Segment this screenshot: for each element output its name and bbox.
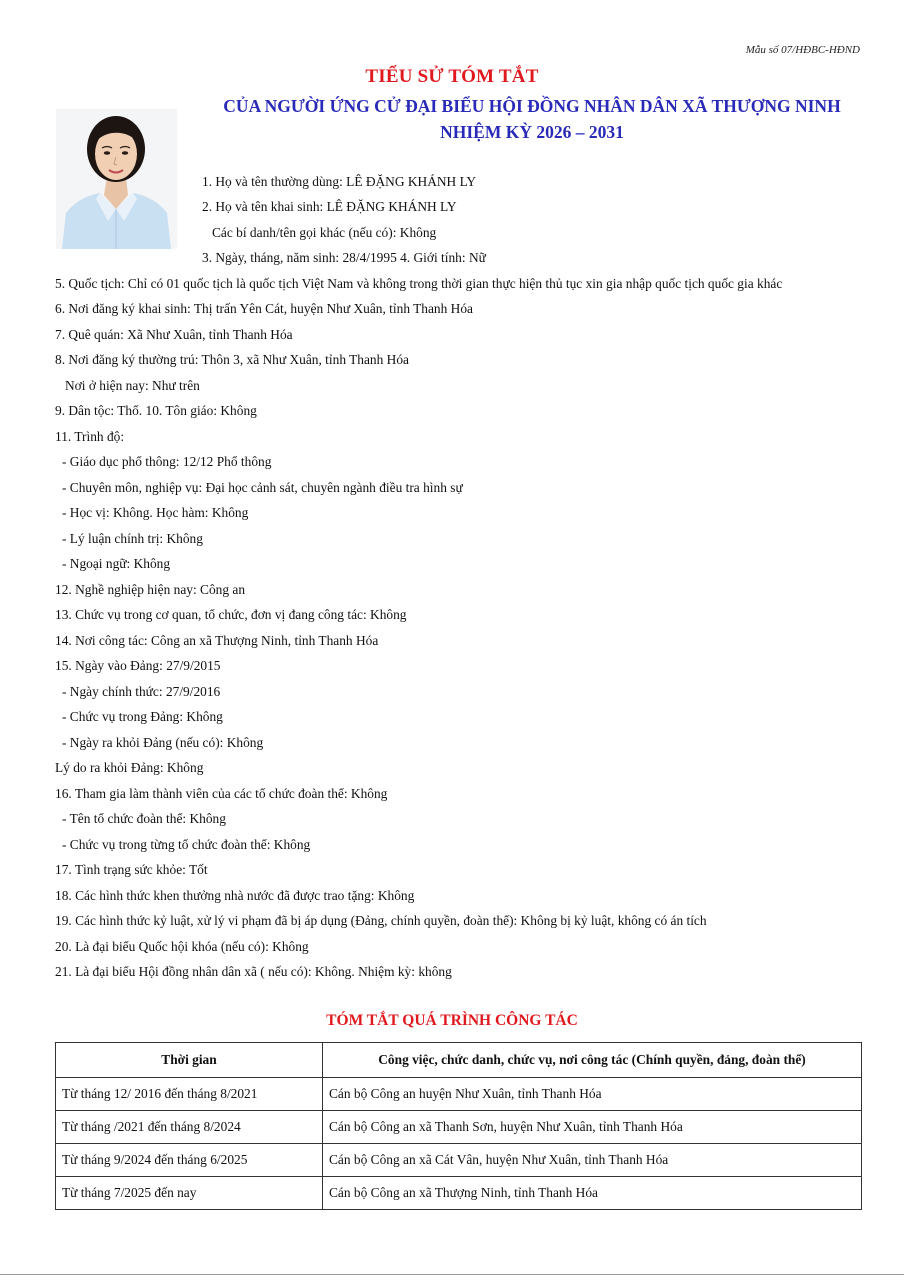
bio-line-position: 13. Chức vụ trong cơ quan, tổ chức, đơn vị đang công tác: Không xyxy=(55,607,407,622)
bio-line-organization-position: - Chức vụ trong từng tổ chức đoàn thể: Không xyxy=(62,837,311,852)
portrait-illustration xyxy=(56,109,177,249)
bio-line-ethnicity-religion: 9. Dân tộc: Thổ. 10. Tôn giáo: Không xyxy=(55,403,257,418)
row-role: Cán bộ Công an xã Thanh Sơn, huyện Như Xuân, tỉnh Thanh Hóa xyxy=(323,1111,862,1144)
row-period: Từ tháng /2021 đến tháng 8/2024 xyxy=(56,1111,323,1144)
bio-line-discipline: 19. Các hình thức kỷ luật, xử lý vi phạm đã bị áp dụng (Đảng, chính quyền, đoàn thể): Không bị kỷ luật, không có án tích xyxy=(55,913,707,928)
bio-line-current-residence: Nơi ở hiện nay: Như trên xyxy=(65,378,200,393)
bio-line-health: 17. Tình trạng sức khỏe: Tốt xyxy=(55,862,208,877)
bio-line-degree: - Học vị: Không. Học hàm: Không xyxy=(62,505,249,520)
bottom-divider xyxy=(0,1274,904,1275)
bio-line-birth-registration: 6. Nơi đăng ký khai sinh: Thị trấn Yên Cát, huyện Như Xuân, tỉnh Thanh Hóa xyxy=(55,301,473,316)
work-history-title: TÓM TẮT QUÁ TRÌNH CÔNG TÁC xyxy=(326,1012,578,1029)
bio-line-aliases: Các bí danh/tên gọi khác (nếu có): Không xyxy=(212,225,437,240)
table-row xyxy=(56,1177,862,1210)
bio-line-party-join-date: 15. Ngày vào Đảng: 27/9/2015 xyxy=(55,658,221,673)
bio-line-council-member: 21. Là đại biểu Hội đồng nhân dân xã ( nếu có): Không. Nhiệm kỳ: không xyxy=(55,964,452,979)
bio-line-nationality: 5. Quốc tịch: Chỉ có 01 quốc tịch là quốc tịch Việt Nam và không trong thời gian thực hiện thủ tục xin gia nhập quốc tịch quốc gia khác xyxy=(55,276,783,291)
bio-line-party-position: - Chức vụ trong Đảng: Không xyxy=(62,709,223,724)
table-header-row xyxy=(56,1043,862,1078)
table-row xyxy=(56,1144,862,1177)
row-role: Cán bộ Công an xã Cát Vân, huyện Như Xuân, tỉnh Thanh Hóa xyxy=(323,1144,862,1177)
row-period: Từ tháng 7/2025 đến nay xyxy=(56,1177,323,1210)
document-title: TIỂU SỬ TÓM TẮT xyxy=(365,66,539,87)
document-subtitle: CỦA NGƯỜI ỨNG CỬ ĐẠI BIỂU HỘI ĐỒNG NHÂN DÂN XÃ THƯỢNG NINH xyxy=(223,96,841,116)
bio-line-organizations: 16. Tham gia làm thành viên của các tổ chức đoàn thể: Không xyxy=(55,786,388,801)
bio-line-political-theory: - Lý luận chính trị: Không xyxy=(62,531,203,546)
row-period: Từ tháng 9/2024 đến tháng 6/2025 xyxy=(56,1144,323,1177)
bio-line-birthdate-gender: 3. Ngày, tháng, năm sinh: 28/4/1995 4. Giới tính: Nữ xyxy=(202,250,486,265)
bio-line-party-leave-reason: Lý do ra khỏi Đảng: Không xyxy=(55,760,204,775)
bio-line-permanent-residence: 8. Nơi đăng ký thường trú: Thôn 3, xã Như Xuân, tỉnh Thanh Hóa xyxy=(55,352,409,367)
table-row xyxy=(56,1111,862,1144)
bio-line-awards: 18. Các hình thức khen thưởng nhà nước đã được trao tặng: Không xyxy=(55,888,415,903)
candidate-portrait xyxy=(56,109,177,249)
work-history-table xyxy=(55,1042,862,1210)
bio-line-national-assembly: 20. Là đại biểu Quốc hội khóa (nếu có): Không xyxy=(55,939,309,954)
header-role: Công việc, chức danh, chức vụ, nơi công tác (Chính quyền, đảng, đoàn thể) xyxy=(323,1043,862,1078)
row-role: Cán bộ Công an huyện Như Xuân, tỉnh Thanh Hóa xyxy=(323,1078,862,1111)
bio-line-general-education: - Giáo dục phổ thông: 12/12 Phổ thông xyxy=(62,454,272,469)
term-subtitle: NHIỆM KỲ 2026 – 2031 xyxy=(440,122,624,142)
bio-line-common-name: 1. Họ và tên thường dùng: LÊ ĐẶNG KHÁNH LY xyxy=(202,174,477,189)
bio-line-hometown: 7. Quê quán: Xã Như Xuân, tỉnh Thanh Hóa xyxy=(55,327,293,342)
bio-line-specialization: - Chuyên môn, nghiệp vụ: Đại học cảnh sát, chuyên ngành điều tra hình sự xyxy=(62,480,463,495)
row-period: Từ tháng 12/ 2016 đến tháng 8/2021 xyxy=(56,1078,323,1111)
form-code: Mẫu số 07/HĐBC-HĐND xyxy=(745,44,860,56)
header-period: Thời gian xyxy=(56,1043,323,1078)
bio-line-occupation: 12. Nghề nghiệp hiện nay: Công an xyxy=(55,582,246,597)
bio-line-party-leave-date: - Ngày ra khỏi Đảng (nếu có): Không xyxy=(62,735,264,750)
bio-line-education-heading: 11. Trình độ: xyxy=(55,429,125,444)
row-role: Cán bộ Công an xã Thượng Ninh, tỉnh Thanh Hóa xyxy=(323,1177,862,1210)
bio-line-organization-name: - Tên tổ chức đoàn thể: Không xyxy=(62,811,226,826)
bio-line-foreign-language: - Ngoại ngữ: Không xyxy=(62,556,171,571)
bio-line-workplace: 14. Nơi công tác: Công an xã Thượng Ninh, tỉnh Thanh Hóa xyxy=(55,633,379,648)
bio-line-party-official-date: - Ngày chính thức: 27/9/2016 xyxy=(62,684,221,699)
bio-line-birth-name: 2. Họ và tên khai sinh: LÊ ĐẶNG KHÁNH LY xyxy=(202,199,457,214)
table-row xyxy=(56,1078,862,1111)
